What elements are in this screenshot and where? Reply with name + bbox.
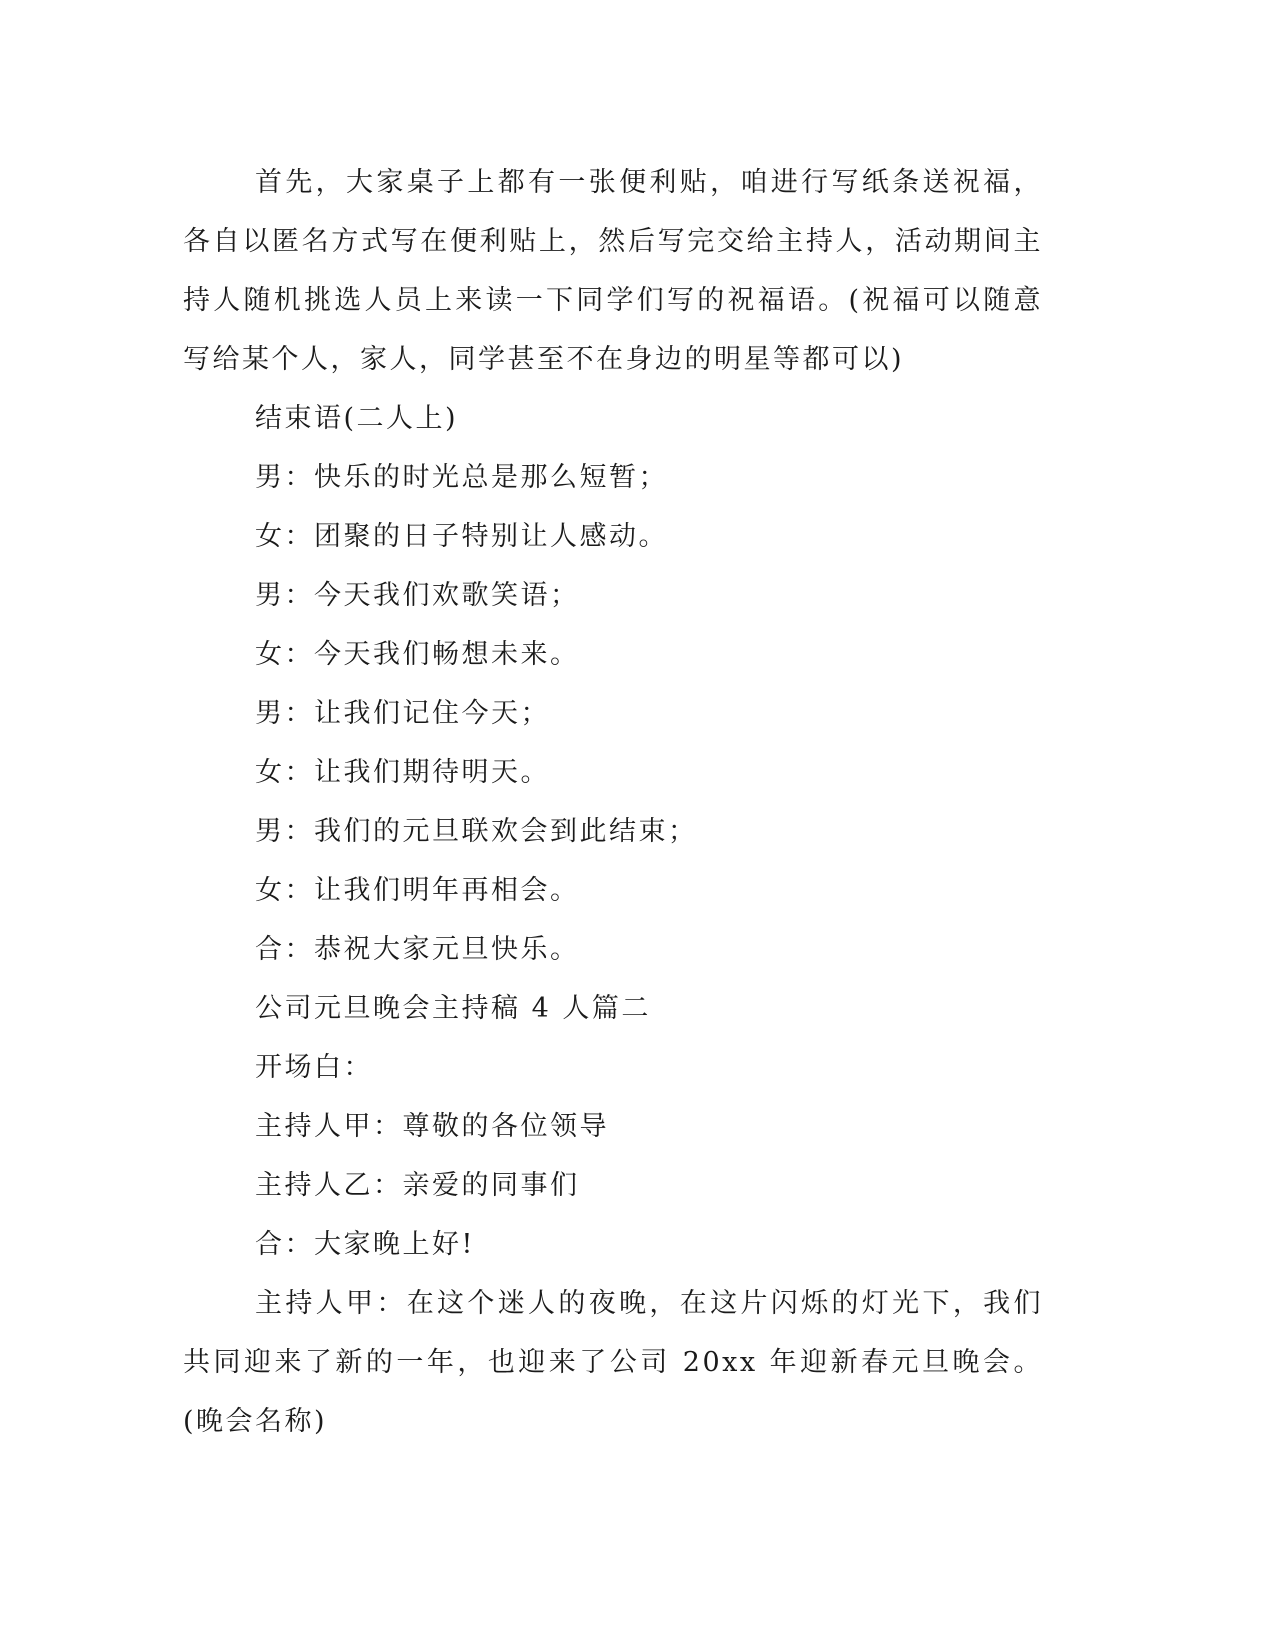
- heading-opening-remarks: 开场白：: [255, 1052, 373, 1083]
- dialogue-line: 合：恭祝大家元旦快乐。: [255, 934, 580, 965]
- section-title: 公司元旦晚会主持稿 4 人篇二: [255, 993, 651, 1024]
- document-body: [183, 153, 1043, 1451]
- dialogue-line: 女：今天我们畅想未来。: [255, 639, 580, 670]
- dialogue-line: 男：我们的元旦联欢会到此结束；: [255, 816, 698, 847]
- dialogue-line: 主持人甲：尊敬的各位领导: [255, 1111, 609, 1142]
- dialogue-line: 男：今天我们欢歌笑语；: [255, 580, 580, 611]
- dialogue-line: 女：让我们明年再相会。: [255, 875, 580, 906]
- dialogue-line: 合：大家晚上好!: [255, 1229, 475, 1260]
- paragraph-host-a-welcome: 主持人甲：在这个迷人的夜晚，在这片闪烁的灯光下，我们共同迎来了新的一年，也迎来了公司 20xx 年迎新春元旦晚会。(晚会名称): [183, 1288, 1043, 1437]
- dialogue-line: 男：快乐的时光总是那么短暂；: [255, 462, 668, 493]
- dialogue-line: 男：让我们记住今天；: [255, 698, 550, 729]
- paragraph-sticky-note-activity: 首先，大家桌子上都有一张便利贴，咱进行写纸条送祝福，各自以匿名方式写在便利贴上，然后写完交给主持人，活动期间主持人随机挑选人员上来读一下同学们写的祝福语。(祝福可以随意写给某个人，家人，同学甚至不在身边的明星等都可以): [183, 167, 1043, 375]
- dialogue-line: 主持人乙：亲爱的同事们: [255, 1170, 580, 1201]
- heading-closing-remarks: 结束语(二人上): [255, 403, 459, 434]
- dialogue-line: 女：让我们期待明天。: [255, 757, 550, 788]
- dialogue-line: 女：团聚的日子特别让人感动。: [255, 521, 668, 552]
